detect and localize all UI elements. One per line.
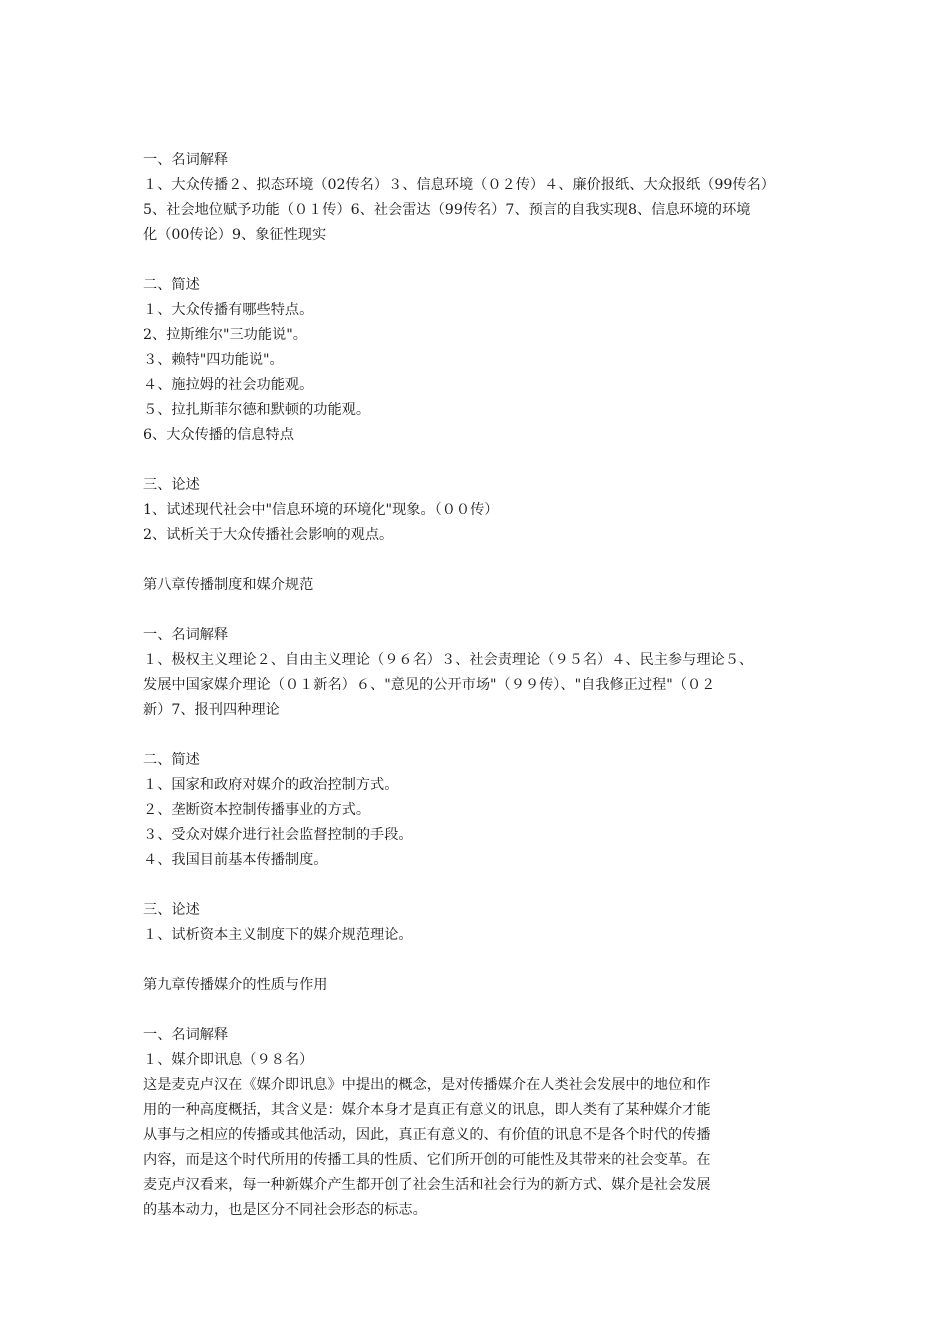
list-item: ４、我国目前基本传播制度。 <box>143 852 328 868</box>
list-item: 1、试述现代社会中"信息环境的环境化"现象。（００传） <box>143 502 499 518</box>
text-line: 5、社会地位赋予功能（０１传）6、社会雷达（99传名）7、预言的自我实现8、信息环境的环境 <box>143 202 751 218</box>
text-line: 化（00传论）9、象征性现实 <box>143 227 327 243</box>
blank-line <box>143 548 811 573</box>
section-heading: 三、论述 <box>143 902 200 918</box>
section-heading: 二、简述 <box>143 752 200 768</box>
section-heading: 一、名词解释 <box>143 627 229 643</box>
paragraph-line: 麦克卢汉看来，每一种新媒介产生都开创了社会生活和社会行为的新方式、媒介是社会发展 <box>143 1177 711 1193</box>
paragraph-line: 从事与之相应的传播或其他活动，因此，真正有意义的、有价值的讯息不是各个时代的传播 <box>143 1127 711 1143</box>
document-page <box>143 148 811 1223</box>
paragraph-line: 这是麦克卢汉在《媒介即讯息》中提出的概念，是对传播媒介在人类社会发展中的地位和作 <box>143 1077 711 1093</box>
text-line: １、大众传播２、拟态环境（02传名）３、信息环境（０２传）４、廉价报纸、大众报纸（99传名） <box>143 177 775 193</box>
blank-line <box>143 248 811 273</box>
list-item: １、大众传播有哪些特点。 <box>143 302 314 318</box>
section-heading: 一、名词解释 <box>143 1027 229 1043</box>
section-heading: 一、名词解释 <box>143 152 229 168</box>
blank-line <box>143 448 811 473</box>
blank-line <box>143 998 811 1023</box>
section-heading: 二、简述 <box>143 277 200 293</box>
list-item: ５、拉扎斯菲尔德和默顿的功能观。 <box>143 402 371 418</box>
list-item: 6、大众传播的信息特点 <box>143 427 294 443</box>
blank-line <box>143 598 811 623</box>
list-item: ４、施拉姆的社会功能观。 <box>143 377 314 393</box>
list-item: ３、受众对媒介进行社会监督控制的手段。 <box>143 827 413 843</box>
paragraph-line: 内容，而是这个时代所用的传播工具的性质、它们所开创的可能性及其带来的社会变革。在 <box>143 1152 711 1168</box>
paragraph-line: 用的一种高度概括，其含义是：媒介本身才是真正有意义的讯息，即人类有了某种媒介才能 <box>143 1102 711 1118</box>
section-heading: 三、论述 <box>143 477 200 493</box>
chapter-title: 第八章传播制度和媒介规范 <box>143 577 314 593</box>
paragraph-line: 的基本动力，也是区分不同社会形态的标志。 <box>143 1202 427 1218</box>
blank-line <box>143 873 811 898</box>
list-item: １、国家和政府对媒介的政治控制方式。 <box>143 777 399 793</box>
text-line: １、极权主义理论２、自由主义理论（９６名）３、社会责理论（９５名）４、民主参与理论５、 <box>143 652 754 668</box>
chapter-title: 第九章传播媒介的性质与作用 <box>143 977 328 993</box>
list-item: 2、试析关于大众传播社会影响的观点。 <box>143 527 394 543</box>
list-item: ２、垄断资本控制传播事业的方式。 <box>143 802 371 818</box>
blank-line <box>143 948 811 973</box>
text-line: 新）7、报刊四种理论 <box>143 702 280 718</box>
blank-line <box>143 723 811 748</box>
list-item: 2、拉斯维尔"三功能说"。 <box>143 327 307 343</box>
list-item: ３、赖特"四功能说"。 <box>143 352 284 368</box>
term-heading: １、媒介即讯息（９８名） <box>143 1052 314 1068</box>
list-item: １、试析资本主义制度下的媒介规范理论。 <box>143 927 413 943</box>
text-line: 发展中国家媒介理论（０１新名）６、"意见的公开市场"（９９传）、"自我修正过程"（０２ <box>143 677 716 693</box>
